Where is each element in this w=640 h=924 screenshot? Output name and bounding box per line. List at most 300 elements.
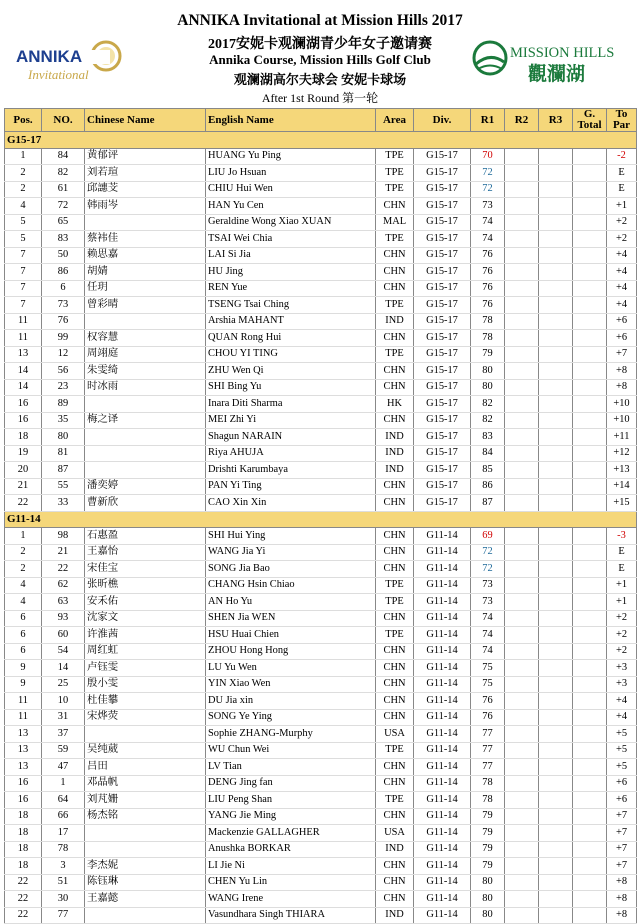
cell-english-name: LIU Peng Shan (206, 792, 376, 809)
cell-area: HK (376, 396, 414, 413)
table-row (5, 577, 637, 594)
cell-english-name: SONG Jia Bao (206, 561, 376, 578)
cell-g-total (573, 214, 607, 231)
cell-g-total (573, 577, 607, 594)
cell-r2 (505, 660, 539, 677)
cell-no: 23 (42, 379, 85, 396)
cell-r3 (539, 264, 573, 281)
cell-r1: 74 (471, 610, 505, 627)
cell-pos: 1 (5, 528, 42, 545)
cell-no: 60 (42, 627, 85, 644)
cell-r1: 77 (471, 759, 505, 776)
cell-div: G15-17 (414, 165, 471, 182)
cell-chinese-name (85, 907, 206, 924)
cell-to-par: +5 (607, 742, 637, 759)
cell-pos: 9 (5, 660, 42, 677)
cell-pos: 5 (5, 231, 42, 248)
cell-r1: 72 (471, 165, 505, 182)
cell-r1: 82 (471, 396, 505, 413)
cell-no: 93 (42, 610, 85, 627)
cell-div: G15-17 (414, 363, 471, 380)
cell-english-name: YANG Jie Ming (206, 808, 376, 825)
cell-no: 1 (42, 775, 85, 792)
cell-area: CHN (376, 379, 414, 396)
cell-area: CHN (376, 874, 414, 891)
cell-area: CHN (376, 495, 414, 512)
cell-no: 30 (42, 891, 85, 908)
cell-r3 (539, 858, 573, 875)
cell-no: 82 (42, 165, 85, 182)
cell-pos: 18 (5, 825, 42, 842)
group-row (5, 132, 637, 149)
cell-r1: 73 (471, 577, 505, 594)
cell-g-total (573, 528, 607, 545)
cell-area: IND (376, 313, 414, 330)
cell-area: TPE (376, 627, 414, 644)
cell-chinese-name: 黄郁评 (85, 148, 206, 165)
cell-english-name: ZHU Wen Qi (206, 363, 376, 380)
cell-english-name: Inara Diti Sharma (206, 396, 376, 413)
table-row (5, 742, 637, 759)
cell-no: 87 (42, 462, 85, 479)
cell-pos: 2 (5, 181, 42, 198)
cell-pos: 7 (5, 247, 42, 264)
cell-area: TPE (376, 148, 414, 165)
cell-no: 21 (42, 544, 85, 561)
cell-area: CHN (376, 363, 414, 380)
cell-div: G11-14 (414, 594, 471, 611)
cell-r3 (539, 544, 573, 561)
cell-r3 (539, 346, 573, 363)
cell-r1: 87 (471, 495, 505, 512)
cell-to-par: +2 (607, 610, 637, 627)
cell-chinese-name: 沈家文 (85, 610, 206, 627)
cell-english-name: HU Jing (206, 264, 376, 281)
cell-english-name: SHEN Jia WEN (206, 610, 376, 627)
cell-div: G11-14 (414, 528, 471, 545)
cell-pos: 2 (5, 165, 42, 182)
cell-english-name: Shagun NARAIN (206, 429, 376, 446)
cell-area: TPE (376, 231, 414, 248)
cell-r2 (505, 346, 539, 363)
cell-g-total (573, 610, 607, 627)
cell-r3 (539, 561, 573, 578)
cell-g-total (573, 825, 607, 842)
cell-area: CHN (376, 544, 414, 561)
cell-g-total (573, 874, 607, 891)
cell-no: 37 (42, 726, 85, 743)
cell-r2 (505, 379, 539, 396)
cell-div: G15-17 (414, 412, 471, 429)
cell-r1: 79 (471, 346, 505, 363)
cell-div: G11-14 (414, 660, 471, 677)
table-row (5, 676, 637, 693)
cell-pos: 19 (5, 445, 42, 462)
cell-chinese-name (85, 313, 206, 330)
cell-chinese-name: 周红虹 (85, 643, 206, 660)
cell-no: 54 (42, 643, 85, 660)
cell-r2 (505, 396, 539, 413)
cell-g-total (573, 841, 607, 858)
cell-div: G11-14 (414, 841, 471, 858)
cell-g-total (573, 495, 607, 512)
cell-to-par: E (607, 561, 637, 578)
table-row (5, 297, 637, 314)
cell-g-total (573, 759, 607, 776)
cell-div: G11-14 (414, 676, 471, 693)
cell-g-total (573, 264, 607, 281)
cell-r3 (539, 330, 573, 347)
cell-div: G15-17 (414, 346, 471, 363)
cell-pos: 7 (5, 297, 42, 314)
cell-r2 (505, 709, 539, 726)
cell-div: G15-17 (414, 181, 471, 198)
event-title: ANNIKA Invitational at Mission Hills 2017 (177, 12, 463, 29)
cell-r3 (539, 363, 573, 380)
cell-r2 (505, 825, 539, 842)
cell-no: 73 (42, 297, 85, 314)
cell-chinese-name (85, 214, 206, 231)
cell-r1: 69 (471, 528, 505, 545)
svg-text:Invitational: Invitational (28, 67, 89, 82)
group-row (5, 511, 637, 528)
cell-chinese-name: 曹新欣 (85, 495, 206, 512)
cell-area: IND (376, 429, 414, 446)
cell-english-name: WU Chun Wei (206, 742, 376, 759)
cell-chinese-name: 赖思嘉 (85, 247, 206, 264)
col-pos: Pos. (5, 109, 42, 132)
cell-no: 86 (42, 264, 85, 281)
cell-no: 64 (42, 792, 85, 809)
table-row (5, 346, 637, 363)
col-r1: R1 (471, 109, 505, 132)
cell-no: 65 (42, 214, 85, 231)
cell-to-par: +14 (607, 478, 637, 495)
cell-r2 (505, 264, 539, 281)
cell-area: IND (376, 841, 414, 858)
cell-to-par: +7 (607, 858, 637, 875)
cell-r2 (505, 792, 539, 809)
cell-to-par: +4 (607, 297, 637, 314)
cell-g-total (573, 478, 607, 495)
cell-r1: 79 (471, 858, 505, 875)
table-row (5, 363, 637, 380)
cell-to-par: -2 (607, 148, 637, 165)
cell-area: CHN (376, 330, 414, 347)
cell-r1: 76 (471, 297, 505, 314)
cell-no: 84 (42, 148, 85, 165)
cell-pos: 20 (5, 462, 42, 479)
cell-r2 (505, 907, 539, 924)
cell-g-total (573, 330, 607, 347)
table-row (5, 231, 637, 248)
cell-to-par: +3 (607, 676, 637, 693)
cell-r3 (539, 495, 573, 512)
cell-div: G11-14 (414, 693, 471, 710)
cell-area: TPE (376, 346, 414, 363)
cell-r3 (539, 214, 573, 231)
table-row (5, 264, 637, 281)
cell-chinese-name: 张昕樵 (85, 577, 206, 594)
cell-div: G15-17 (414, 478, 471, 495)
table-row (5, 396, 637, 413)
cell-no: 14 (42, 660, 85, 677)
table-row (5, 429, 637, 446)
cell-english-name: Vasundhara Singh THIARA (206, 907, 376, 924)
cell-to-par: +4 (607, 247, 637, 264)
cell-english-name: CHOU YI TING (206, 346, 376, 363)
cell-pos: 13 (5, 742, 42, 759)
cell-r3 (539, 231, 573, 248)
cell-pos: 6 (5, 643, 42, 660)
cell-no: 81 (42, 445, 85, 462)
cell-area: CHN (376, 660, 414, 677)
cell-pos: 22 (5, 907, 42, 924)
cell-r3 (539, 775, 573, 792)
cell-div: G11-14 (414, 759, 471, 776)
cell-area: TPE (376, 594, 414, 611)
cell-r3 (539, 841, 573, 858)
cell-pos: 18 (5, 429, 42, 446)
cell-to-par: +2 (607, 231, 637, 248)
table-row (5, 693, 637, 710)
cell-r2 (505, 561, 539, 578)
table-row (5, 726, 637, 743)
event-title-cn: 2017安妮卡观澜湖青少年女子邀请赛 (208, 37, 432, 52)
cell-area: CHN (376, 676, 414, 693)
cell-g-total (573, 148, 607, 165)
cell-pos: 7 (5, 280, 42, 297)
cell-pos: 6 (5, 610, 42, 627)
cell-english-name: LAI Si Jia (206, 247, 376, 264)
cell-r3 (539, 198, 573, 215)
cell-to-par: +10 (607, 412, 637, 429)
cell-to-par: +8 (607, 379, 637, 396)
cell-english-name: PAN Yi Ting (206, 478, 376, 495)
cell-area: IND (376, 907, 414, 924)
cell-no: 78 (42, 841, 85, 858)
cell-english-name: CHEN Yu Lin (206, 874, 376, 891)
table-row (5, 775, 637, 792)
cell-pos: 16 (5, 412, 42, 429)
cell-no: 76 (42, 313, 85, 330)
cell-pos: 18 (5, 808, 42, 825)
cell-div: G11-14 (414, 544, 471, 561)
cell-r3 (539, 148, 573, 165)
cell-r2 (505, 445, 539, 462)
cell-r2 (505, 693, 539, 710)
cell-chinese-name: 周翊庭 (85, 346, 206, 363)
cell-r2 (505, 643, 539, 660)
cell-area: CHN (376, 478, 414, 495)
cell-g-total (573, 858, 607, 875)
cell-r2 (505, 874, 539, 891)
cell-no: 55 (42, 478, 85, 495)
cell-div: G15-17 (414, 148, 471, 165)
cell-to-par: E (607, 165, 637, 182)
cell-to-par: +2 (607, 643, 637, 660)
col-area: Area (376, 109, 414, 132)
table-row (5, 528, 637, 545)
cell-g-total (573, 792, 607, 809)
cell-chinese-name (85, 462, 206, 479)
cell-r2 (505, 231, 539, 248)
cell-g-total (573, 396, 607, 413)
cell-english-name: MEI Zhi Yi (206, 412, 376, 429)
cell-pos: 13 (5, 759, 42, 776)
cell-area: IND (376, 462, 414, 479)
table-row (5, 891, 637, 908)
cell-no: 72 (42, 198, 85, 215)
cell-chinese-name (85, 429, 206, 446)
cell-r3 (539, 891, 573, 908)
cell-div: G11-14 (414, 907, 471, 924)
cell-g-total (573, 660, 607, 677)
cell-no: 25 (42, 676, 85, 693)
cell-r3 (539, 445, 573, 462)
cell-r3 (539, 907, 573, 924)
cell-to-par: +11 (607, 429, 637, 446)
cell-chinese-name: 邓晶帆 (85, 775, 206, 792)
cell-chinese-name: 刘若瑄 (85, 165, 206, 182)
cell-no: 31 (42, 709, 85, 726)
cell-chinese-name: 石惠盈 (85, 528, 206, 545)
cell-r2 (505, 726, 539, 743)
cell-no: 35 (42, 412, 85, 429)
cell-english-name: TSAI Wei Chia (206, 231, 376, 248)
cell-no: 22 (42, 561, 85, 578)
cell-r1: 74 (471, 231, 505, 248)
cell-area: CHN (376, 264, 414, 281)
cell-div: G15-17 (414, 462, 471, 479)
cell-area: CHN (376, 759, 414, 776)
cell-r1: 79 (471, 808, 505, 825)
cell-to-par: +4 (607, 693, 637, 710)
cell-no: 12 (42, 346, 85, 363)
cell-english-name: SHI Bing Yu (206, 379, 376, 396)
cell-pos: 2 (5, 544, 42, 561)
table-row (5, 379, 637, 396)
cell-div: G11-14 (414, 825, 471, 842)
table-row (5, 313, 637, 330)
cell-div: G11-14 (414, 808, 471, 825)
table-row (5, 709, 637, 726)
cell-no: 89 (42, 396, 85, 413)
cell-div: G11-14 (414, 742, 471, 759)
cell-g-total (573, 709, 607, 726)
cell-to-par: -3 (607, 528, 637, 545)
cell-no: 59 (42, 742, 85, 759)
cell-pos: 4 (5, 594, 42, 611)
cell-div: G15-17 (414, 214, 471, 231)
cell-english-name: Geraldine Wong Xiao XUAN (206, 214, 376, 231)
cell-to-par: +6 (607, 775, 637, 792)
cell-r1: 80 (471, 891, 505, 908)
cell-div: G15-17 (414, 198, 471, 215)
table-row (5, 412, 637, 429)
cell-pos: 16 (5, 396, 42, 413)
cell-area: CHN (376, 858, 414, 875)
cell-english-name: AN Ho Yu (206, 594, 376, 611)
cell-div: G11-14 (414, 891, 471, 908)
cell-div: G11-14 (414, 775, 471, 792)
cell-chinese-name: 吴纯葳 (85, 742, 206, 759)
cell-english-name: Riya AHUJA (206, 445, 376, 462)
cell-to-par: +4 (607, 264, 637, 281)
cell-r1: 74 (471, 627, 505, 644)
mission-hills-logo (470, 36, 635, 90)
cell-r3 (539, 610, 573, 627)
cell-chinese-name: 韩雨岑 (85, 198, 206, 215)
cell-no: 6 (42, 280, 85, 297)
cell-chinese-name: 吕田 (85, 759, 206, 776)
cell-no: 63 (42, 594, 85, 611)
results-table (4, 108, 637, 924)
cell-div: G15-17 (414, 264, 471, 281)
cell-r2 (505, 165, 539, 182)
table-row (5, 280, 637, 297)
cell-r3 (539, 808, 573, 825)
cell-english-name: WANG Irene (206, 891, 376, 908)
cell-g-total (573, 643, 607, 660)
cell-r3 (539, 825, 573, 842)
cell-div: G15-17 (414, 396, 471, 413)
cell-r1: 73 (471, 594, 505, 611)
table-row (5, 858, 637, 875)
cell-chinese-name: 许淮茜 (85, 627, 206, 644)
cell-english-name: ZHOU Hong Hong (206, 643, 376, 660)
cell-chinese-name: 宋烨荧 (85, 709, 206, 726)
cell-english-name: CAO Xin Xin (206, 495, 376, 512)
cell-chinese-name: 安禾佑 (85, 594, 206, 611)
cell-r1: 80 (471, 907, 505, 924)
cell-chinese-name: 蔡袆佳 (85, 231, 206, 248)
cell-area: CHN (376, 643, 414, 660)
cell-g-total (573, 462, 607, 479)
cell-r1: 78 (471, 313, 505, 330)
cell-area: CHN (376, 528, 414, 545)
cell-english-name: HSU Huai Chien (206, 627, 376, 644)
cell-chinese-name: 卢钰雯 (85, 660, 206, 677)
cell-pos: 4 (5, 198, 42, 215)
cell-g-total (573, 346, 607, 363)
table-row (5, 808, 637, 825)
cell-english-name: Anushka BORKAR (206, 841, 376, 858)
cell-div: G15-17 (414, 231, 471, 248)
cell-div: G15-17 (414, 330, 471, 347)
cell-r1: 78 (471, 792, 505, 809)
cell-r1: 76 (471, 693, 505, 710)
cell-r2 (505, 891, 539, 908)
cell-chinese-name (85, 445, 206, 462)
cell-pos: 13 (5, 346, 42, 363)
cell-r3 (539, 643, 573, 660)
cell-chinese-name: 王嘉怡 (85, 544, 206, 561)
cell-r2 (505, 313, 539, 330)
cell-chinese-name: 梅之译 (85, 412, 206, 429)
table-row (5, 445, 637, 462)
cell-g-total (573, 594, 607, 611)
cell-to-par: +5 (607, 759, 637, 776)
col-r3: R3 (539, 109, 573, 132)
cell-g-total (573, 247, 607, 264)
cell-r2 (505, 297, 539, 314)
cell-english-name: REN Yue (206, 280, 376, 297)
cell-to-par: E (607, 181, 637, 198)
cell-r1: 77 (471, 726, 505, 743)
cell-r2 (505, 528, 539, 545)
cell-r2 (505, 198, 539, 215)
